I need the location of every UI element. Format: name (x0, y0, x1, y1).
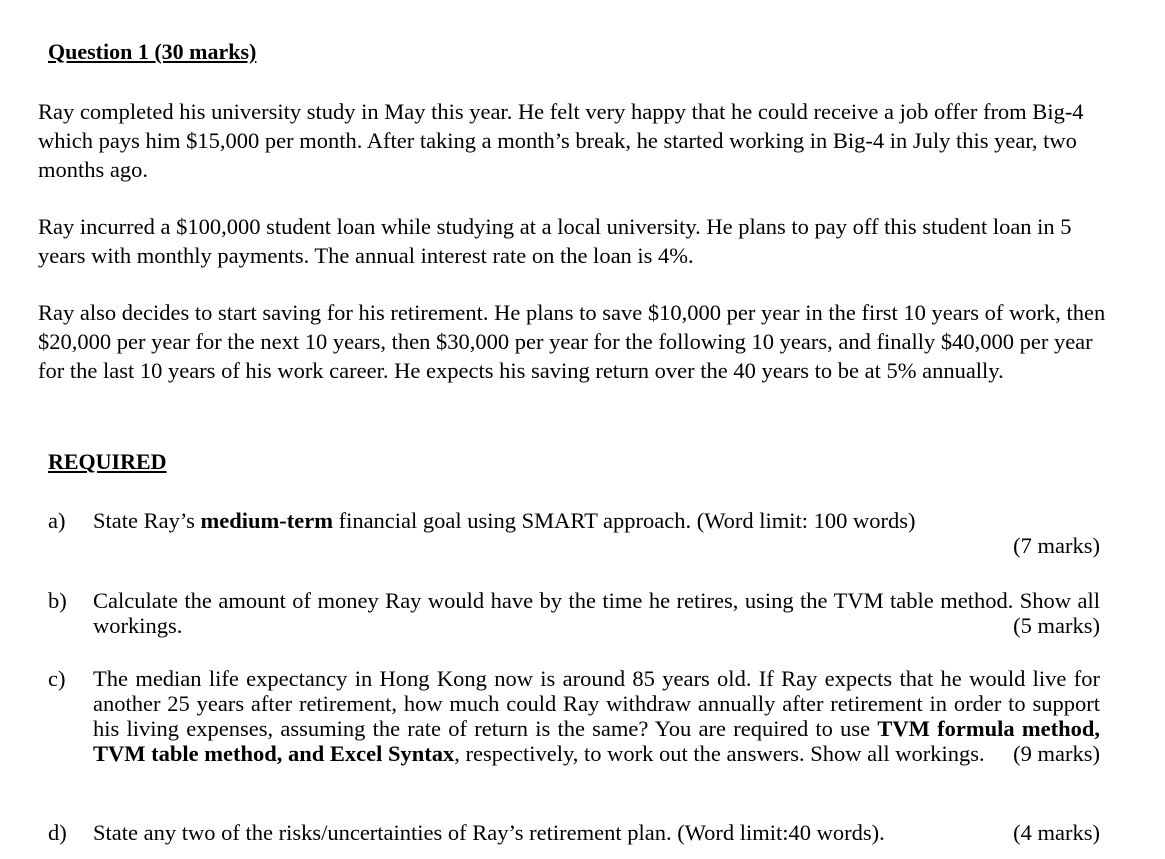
question-d-label: d) (48, 820, 67, 845)
paragraph-student-loan: Ray incurred a $100,000 student loan while studying at a local university. He plans to pay off this student loan in 5 years with monthly payments. The annual interest rate on the loan is 4%. (38, 214, 1072, 268)
question-a-marks: (7 marks) (1013, 533, 1100, 558)
paragraph-job-offer: Ray completed his university study in May this year. He felt very happy that he could receive a job offer from Big-4 which pays him $15,000 per month. After taking a month’s break, he started working in Big-4 in July this year, two months ago. (38, 99, 1084, 182)
question-b-marks: (5 marks) (1013, 613, 1100, 638)
question-a (48, 508, 1100, 558)
question-d-text: State any two of the risks/uncertainties of Ray’s retirement plan. (Word limit:40 words). (93, 820, 885, 845)
question-c-marks: (9 marks) (1013, 741, 1100, 766)
question-c (48, 666, 1100, 766)
question-title: Question 1 (30 marks) (48, 39, 257, 64)
question-c-text: The median life expectancy in Hong Kong now is around 85 years old. If Ray expects that he would live for another 25 years after retirement, how much could Ray withdraw annually after retirement in order to support his living expenses, assuming the rate of return is the same? You are required to use TVM formula method, TVM table method, and Excel Syntax, respectively, to work out the answers. Show all workings. (93, 666, 1100, 766)
question-d-marks: (4 marks) (1013, 820, 1100, 845)
question-b-label: b) (48, 588, 67, 613)
question-c-label: c) (48, 666, 66, 691)
paragraph-retirement-saving: Ray also decides to start saving for his retirement. He plans to save $10,000 per year in the first 10 years of work, then $20,000 per year for the next 10 years, then $30,000 per year for the following 10 years, and finally $40,000 per year for the last 10 years of his work career. He expects his saving return over the 40 years to be at 5% annually. (38, 300, 1106, 383)
question-b-text: Calculate the amount of money Ray would have by the time he retires, using the TVM table method. Show all workings. (93, 588, 1100, 638)
question-b (48, 588, 1100, 638)
required-heading: REQUIRED (48, 449, 167, 474)
question-d (48, 820, 1100, 845)
question-a-text: State Ray’s medium-term financial goal using SMART approach. (Word limit: 100 words) (93, 508, 916, 533)
question-a-label: a) (48, 508, 66, 533)
